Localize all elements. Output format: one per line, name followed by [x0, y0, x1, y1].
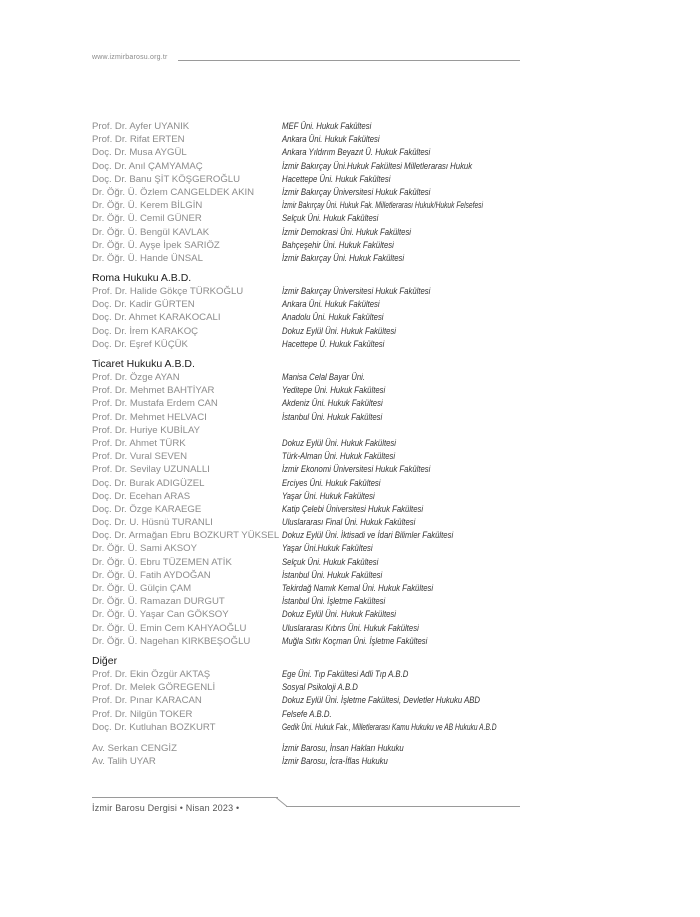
member-institution: İzmir Bakırçay Üni.Hukuk Fakültesi Milletlerarası Hukuk	[282, 160, 473, 171]
member-institution: İstanbul Üni. İşletme Fakültesi	[282, 596, 386, 607]
member-institution: Sosyal Psikoloji A.B.D	[282, 682, 358, 693]
member-institution: Manisa Celal Bayar Üni.	[282, 372, 366, 382]
member-row	[92, 635, 532, 648]
member-row	[92, 668, 532, 681]
member-institution: Dokuz Eylül Üni. İşletme Fakültesi, Devletler Hukuku ABD	[282, 695, 481, 706]
member-row	[92, 694, 532, 707]
member-row	[92, 437, 532, 450]
member-row	[92, 133, 532, 146]
footer-rule-right	[286, 806, 520, 807]
member-institution: Ankara Yıldırım Beyazıt Ü. Hukuk Fakültesi	[282, 147, 431, 158]
member-institution: İzmir Barosu, İnsan Hakları Hukuku	[282, 742, 404, 753]
member-name: Dr. Öğr. Ü. Ebru TÜZEMEN ATİK	[92, 556, 232, 568]
member-name: Prof. Dr. Ayfer UYANIK	[92, 121, 190, 132]
member-row	[92, 120, 532, 133]
member-institution: Katip Çelebi Üniversitesi Hukuk Fakültesi	[282, 503, 424, 514]
member-institution: Dokuz Eylül Üni. Hukuk Fakültesi	[282, 437, 397, 448]
header-rule	[178, 60, 520, 61]
member-name: Dr. Öğr. Ü. Yaşar Can GÖKSOY	[92, 609, 229, 621]
member-name: Doç. Dr. Burak ADIGÜZEL	[92, 477, 205, 489]
member-institution: Uluslararası Kıbrıs Üni. Hukuk Fakültesi	[282, 622, 419, 633]
member-name: Prof. Dr. Pınar KARACAN	[92, 695, 202, 707]
member-name: Doç. Dr. Kadir GÜRTEN	[92, 299, 195, 311]
member-institution: İzmir Bakırçay Üniversitesi Hukuk Fakültesi	[282, 286, 431, 297]
section-title-diger: Diğer	[92, 654, 118, 667]
member-institution: İzmir Bakırçay Üniversitesi Hukuk Fakültesi	[282, 186, 431, 197]
member-institution: Dokuz Eylül Üni. Hukuk Fakültesi	[282, 609, 397, 620]
member-row	[92, 298, 532, 311]
member-row	[92, 325, 532, 338]
member-name: Prof. Dr. Vural SEVEN	[92, 451, 188, 463]
member-row	[92, 252, 532, 265]
member-name: Doç. Dr. Ecehan ARAS	[92, 490, 191, 502]
member-row	[92, 542, 532, 555]
spacer	[92, 734, 532, 742]
member-row	[92, 608, 532, 621]
member-row	[92, 146, 532, 159]
member-name: Prof. Dr. Mustafa Erdem CAN	[92, 398, 218, 410]
member-row	[92, 212, 532, 225]
member-institution: İzmir Demokrasi Üni. Hukuk Fakültesi	[282, 226, 412, 237]
member-institution: İzmir Bakırçay Üni. Hukuk Fak. Milletlerarası Hukuk/Hukuk Felsefesi	[282, 200, 483, 211]
member-name: Dr. Öğr. Ü. Hande ÜNSAL	[92, 252, 203, 264]
ticaret-members-block	[92, 371, 532, 648]
member-row	[92, 411, 532, 424]
member-name: Dr. Öğr. Ü. Ayşe İpek SARIÖZ	[92, 239, 220, 251]
member-row	[92, 622, 532, 635]
member-institution: Anadolu Üni. Hukuk Fakültesi	[282, 312, 384, 323]
member-institution: İzmir Bakırçay Üni. Hukuk Fakültesi	[282, 252, 405, 263]
member-name: Doç. Dr. Özge KARAEGE	[92, 503, 202, 515]
member-row	[92, 595, 532, 608]
member-row	[92, 311, 532, 324]
member-row	[92, 516, 532, 529]
member-row	[92, 285, 532, 298]
member-row	[92, 239, 532, 252]
member-name: Av. Serkan CENGİZ	[92, 742, 177, 754]
member-row	[92, 569, 532, 582]
member-institution: Muğla Sıtkı Koçman Üni. İşletme Fakültesi	[282, 635, 428, 646]
member-row	[92, 199, 532, 212]
footer-text: İzmir Barosu Dergisi • Nisan 2023 •	[92, 803, 240, 813]
member-name: Doç. Dr. Anıl ÇAMYAMAÇ	[92, 160, 203, 172]
member-institution: Selçuk Üni. Hukuk Fakültesi	[282, 213, 379, 224]
member-institution: Gedik Üni. Hukuk Fak., Milletlerarası Kamu Hukuku ve AB Hukuku A.B.D	[282, 721, 497, 732]
section-title-roma: Roma Hukuku A.B.D.	[92, 272, 192, 285]
member-name: Dr. Öğr. Ü. Bengül KAVLAK	[92, 226, 210, 238]
member-name: Dr. Öğr. Ü. Emin Cem KAHYAOĞLU	[92, 622, 247, 634]
member-institution: Hacettepe Ü. Hukuk Fakültesi	[282, 338, 385, 349]
member-row	[92, 681, 532, 694]
member-name: Dr. Öğr. Ü. Özlem CANGELDEK AKIN	[92, 186, 255, 198]
member-institution: Dokuz Eylül Üni. İktisadi ve İdari Bilimler Fakültesi	[282, 530, 454, 541]
member-institution: Selçuk Üni. Hukuk Fakültesi	[282, 556, 379, 567]
member-name: Prof. Dr. Sevilay UZUNALLI	[92, 464, 210, 476]
member-institution: Yeditepe Üni. Hukuk Fakültesi	[282, 385, 386, 396]
member-row	[92, 424, 532, 437]
member-row	[92, 160, 532, 173]
general-members-block	[92, 120, 532, 265]
member-name: Doç. Dr. İrem KARAKOÇ	[92, 325, 199, 337]
member-row	[92, 708, 532, 721]
member-row	[92, 529, 532, 542]
member-name: Doç. Dr. Musa AYGÜL	[92, 147, 187, 159]
member-name: Prof. Dr. Mehmet HELVACI	[92, 411, 207, 423]
member-institution: İzmir Ekonomi Üniversitesi Hukuk Fakültesi	[282, 464, 431, 475]
member-institution: MEF Üni. Hukuk Fakültesi	[282, 121, 372, 131]
diger-members-block	[92, 668, 532, 734]
member-name: Doç. Dr. Armağan Ebru BOZKURT YÜKSEL	[92, 530, 280, 542]
member-name: Doç. Dr. U. Hüsnü TURANLI	[92, 517, 213, 529]
member-row	[92, 503, 532, 516]
member-row	[92, 582, 532, 595]
member-name: Prof. Dr. Rifat ERTEN	[92, 134, 185, 146]
roma-members-block	[92, 285, 532, 351]
member-row	[92, 450, 532, 463]
member-name: Doç. Dr. Eşref KÜÇÜK	[92, 338, 188, 350]
member-institution: İzmir Barosu, İcra-İflas Hukuku	[282, 756, 388, 767]
member-row	[92, 755, 532, 768]
member-name: Dr. Öğr. Ü. Sami AKSOY	[92, 543, 198, 555]
member-name: Prof. Dr. Mehmet BAHTİYAR	[92, 385, 215, 397]
header-url: www.izmirbarosu.org.tr	[92, 54, 168, 61]
member-institution: Ege Üni. Tıp Fakültesi Adli Tıp A.B.D	[282, 668, 409, 679]
member-name: Prof. Dr. Ekin Özgür AKTAŞ	[92, 668, 211, 680]
member-institution: Akdeniz Üni. Hukuk Fakültesi	[282, 398, 383, 409]
member-name: Doç. Dr. Kutluhan BOZKURT	[92, 721, 216, 733]
member-name: Dr. Öğr. Ü. Cemil GÜNER	[92, 213, 202, 225]
member-institution: İstanbul Üni. Hukuk Fakültesi	[282, 411, 383, 422]
member-row	[92, 721, 532, 734]
member-institution: İstanbul Üni. Hukuk Fakültesi	[282, 569, 383, 580]
member-institution: Ankara Üni. Hukuk Fakültesi	[282, 299, 380, 310]
member-row	[92, 371, 532, 384]
footer-rule-left	[92, 797, 278, 798]
member-name: Dr. Öğr. Ü. Nagehan KIRKBEŞOĞLU	[92, 635, 251, 647]
member-row	[92, 477, 532, 490]
member-row	[92, 463, 532, 476]
member-row	[92, 742, 532, 755]
member-institution: Tekirdağ Namık Kemal Üni. Hukuk Fakültesi	[282, 583, 434, 593]
member-name: Dr. Öğr. Ü. Gülçin ÇAM	[92, 583, 192, 594]
member-row	[92, 338, 532, 351]
member-institution: Dokuz Eylül Üni. Hukuk Fakültesi	[282, 325, 397, 336]
member-institution: Ankara Üni. Hukuk Fakültesi	[282, 134, 380, 145]
member-name: Dr. Öğr. Ü. Kerem BİLGİN	[92, 200, 203, 212]
member-institution: Yaşar Üni.Hukuk Fakültesi	[282, 543, 373, 554]
member-name: Prof. Dr. Huriye KUBİLAY	[92, 424, 201, 436]
member-institution: Bahçeşehir Üni. Hukuk Fakültesi	[282, 239, 394, 250]
member-institution: Hacettepe Üni. Hukuk Fakültesi	[282, 173, 391, 184]
member-name: Prof. Dr. Nilgün TOKER	[92, 708, 193, 720]
member-name: Doç. Dr. Ahmet KARAKOCALI	[92, 312, 221, 324]
member-institution: Uluslararası Final Üni. Hukuk Fakültesi	[282, 517, 416, 528]
member-row	[92, 186, 532, 199]
member-row	[92, 397, 532, 410]
lawyers-block	[92, 742, 532, 768]
member-name: Prof. Dr. Özge AYAN	[92, 372, 180, 383]
member-row	[92, 173, 532, 186]
member-row	[92, 490, 532, 503]
member-list	[92, 120, 532, 768]
member-row	[92, 384, 532, 397]
member-name: Prof. Dr. Halide Gökçe TÜRKOĞLU	[92, 286, 244, 298]
member-name: Prof. Dr. Melek GÖREGENLİ	[92, 682, 216, 694]
member-name: Prof. Dr. Ahmet TÜRK	[92, 437, 186, 449]
member-name: Dr. Öğr. Ü. Ramazan DURGUT	[92, 596, 225, 608]
member-name: Doç. Dr. Banu ŞİT KÖŞGEROĞLU	[92, 173, 241, 185]
member-name: Av. Talih UYAR	[92, 756, 156, 768]
member-name: Dr. Öğr. Ü. Fatih AYDOĞAN	[92, 569, 211, 581]
member-institution: Türk-Alman Üni. Hukuk Fakültesi	[282, 451, 396, 462]
member-row	[92, 226, 532, 239]
member-row	[92, 556, 532, 569]
member-institution: Erciyes Üni. Hukuk Fakültesi	[282, 477, 381, 488]
section-title-ticaret: Ticaret Hukuku A.B.D.	[92, 358, 195, 370]
member-institution: Felsefe A.B.D.	[282, 708, 332, 719]
member-institution: Yaşar Üni. Hukuk Fakültesi	[282, 490, 375, 501]
